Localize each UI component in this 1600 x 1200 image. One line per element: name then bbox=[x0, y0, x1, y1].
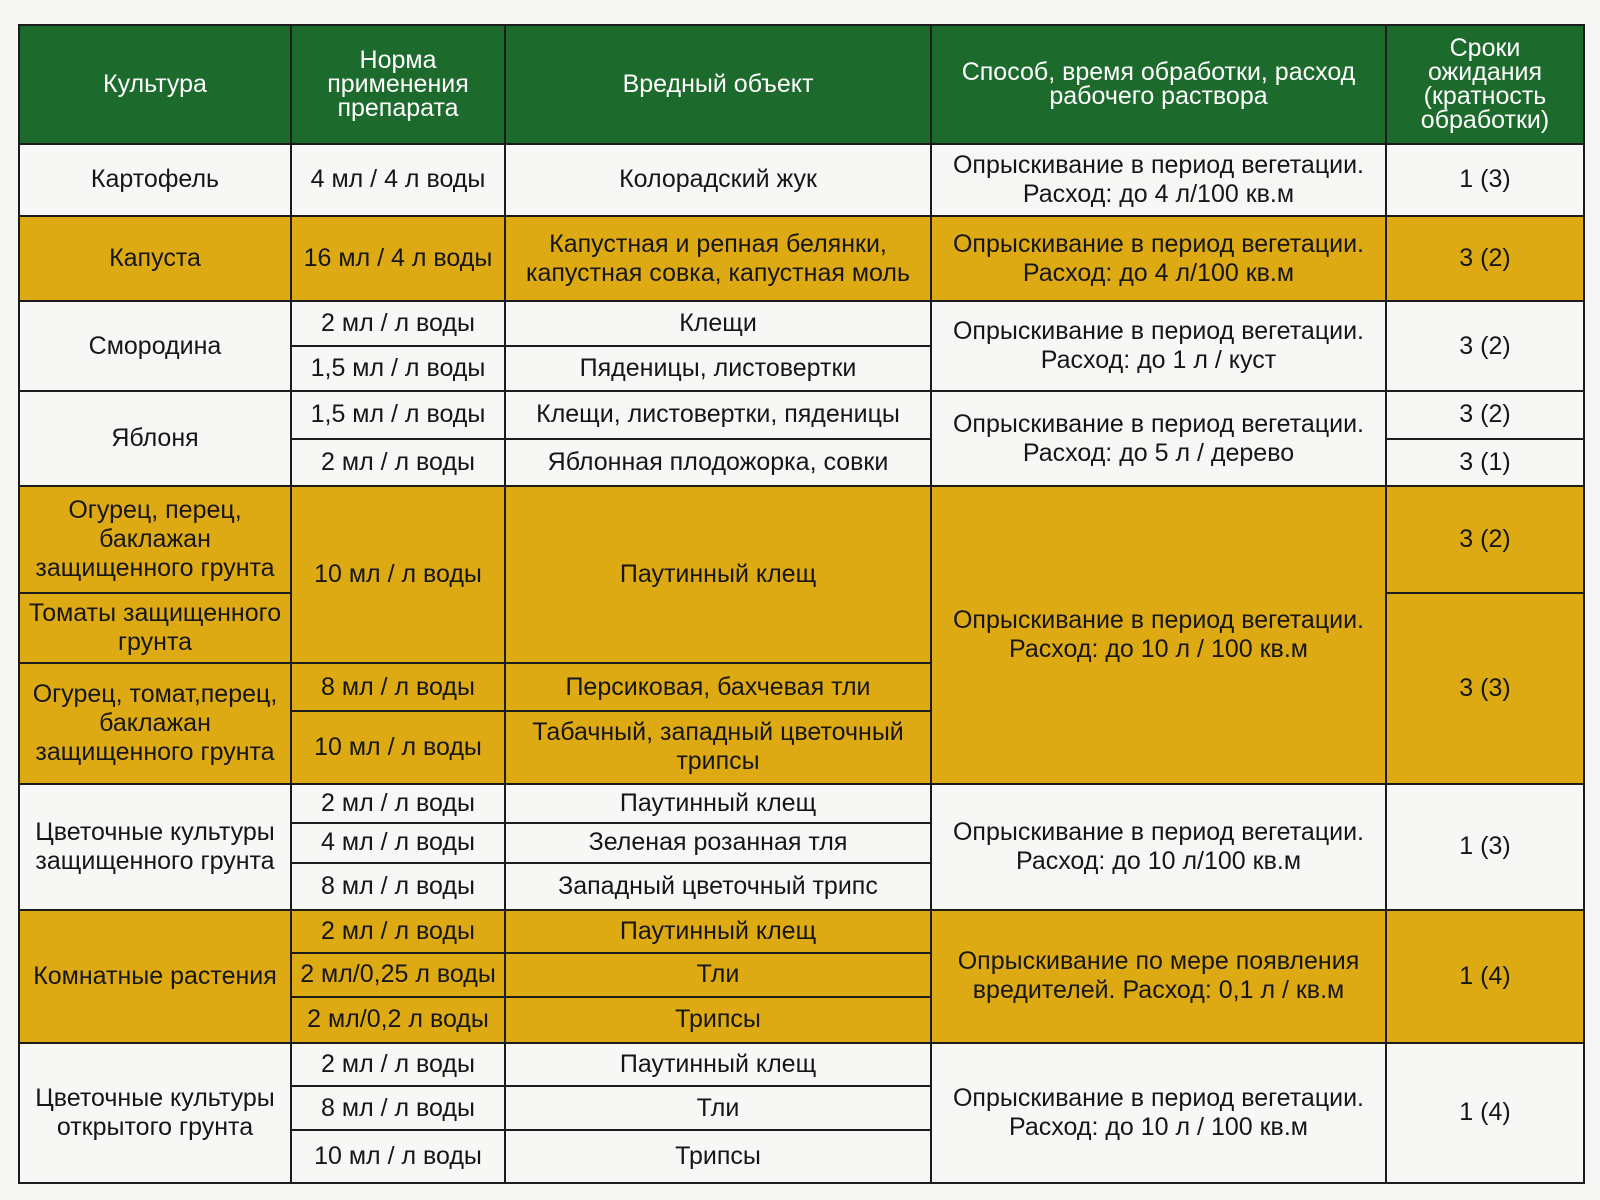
pest-cell: Яблонная плодожорка, совки bbox=[505, 439, 931, 487]
pest-cell: Паутинный клещ bbox=[505, 1043, 931, 1087]
norm-cell: 2 мл/0,2 л воды bbox=[291, 997, 505, 1043]
method-cell: Опрыскивание в период вегетации. Расход: до 10 л / 100 кв.м bbox=[931, 1043, 1386, 1183]
table-row bbox=[19, 391, 1584, 439]
pest-cell: Трипсы bbox=[505, 997, 931, 1043]
pest-cell: Капустная и репная белянки, капустная совка, капустная моль bbox=[505, 216, 931, 301]
method-cell: Опрыскивание по мере появления вредителей. Расход: 0,1 л / кв.м bbox=[931, 910, 1386, 1043]
terms-cell: 1 (3) bbox=[1386, 144, 1584, 217]
culture-cell: Комнатные растения bbox=[19, 910, 291, 1043]
norm-cell: 2 мл / л воды bbox=[291, 910, 505, 954]
header-terms: Сроки ожидания (кратность обработки) bbox=[1386, 25, 1584, 144]
culture-cell: Цветочные культуры открытого грунта bbox=[19, 1043, 291, 1183]
norm-cell: 8 мл / л воды bbox=[291, 663, 505, 711]
pest-cell: Паутинный клещ bbox=[505, 784, 931, 824]
norm-cell: 2 мл / л воды bbox=[291, 1043, 505, 1087]
norm-cell: 16 мл / 4 л воды bbox=[291, 216, 505, 301]
table-row bbox=[19, 910, 1584, 954]
culture-cell: Смородина bbox=[19, 301, 291, 390]
terms-cell: 3 (1) bbox=[1386, 439, 1584, 487]
terms-cell: 3 (2) bbox=[1386, 301, 1584, 390]
pest-cell: Тли bbox=[505, 1086, 931, 1130]
norm-cell: 2 мл / л воды bbox=[291, 439, 505, 487]
norm-cell: 4 мл / л воды bbox=[291, 823, 505, 863]
culture-cell: Капуста bbox=[19, 216, 291, 301]
pest-cell: Колорадский жук bbox=[505, 144, 931, 217]
method-cell: Опрыскивание в период вегетации. Расход: до 5 л / дерево bbox=[931, 391, 1386, 487]
terms-cell: 3 (2) bbox=[1386, 391, 1584, 439]
method-cell: Опрыскивание в период вегетации. Расход: до 1 л / куст bbox=[931, 301, 1386, 390]
method-cell: Опрыскивание в период вегетации. Расход: до 4 л/100 кв.м bbox=[931, 144, 1386, 217]
pest-cell: Клещи, листовертки, пяденицы bbox=[505, 391, 931, 439]
terms-cell: 1 (3) bbox=[1386, 784, 1584, 910]
culture-cell: Цветочные культуры защищенного грунта bbox=[19, 784, 291, 910]
header-method: Способ, время обработки, расход рабочего раствора bbox=[931, 25, 1386, 144]
terms-cell: 1 (4) bbox=[1386, 1043, 1584, 1183]
norm-cell: 10 мл / л воды bbox=[291, 1130, 505, 1183]
pest-cell: Клещи bbox=[505, 301, 931, 346]
culture-cell: Огурец, перец, баклажан защищенного грунта bbox=[19, 486, 291, 592]
table-row bbox=[19, 301, 1584, 346]
method-cell: Опрыскивание в период вегетации. Расход: до 4 л/100 кв.м bbox=[931, 216, 1386, 301]
culture-cell: Огурец, томат,перец, баклажан защищенного грунта bbox=[19, 663, 291, 784]
culture-cell: Яблоня bbox=[19, 391, 291, 487]
norm-cell: 2 мл / л воды bbox=[291, 301, 505, 346]
pest-cell: Тли bbox=[505, 953, 931, 997]
terms-cell: 1 (4) bbox=[1386, 910, 1584, 1043]
norm-cell: 1,5 мл / л воды bbox=[291, 346, 505, 391]
pest-cell: Зеленая розанная тля bbox=[505, 823, 931, 863]
pest-cell: Паутинный клещ bbox=[505, 910, 931, 954]
norm-cell: 10 мл / л воды bbox=[291, 486, 505, 663]
terms-cell: 3 (2) bbox=[1386, 216, 1584, 301]
norm-cell: 8 мл / л воды bbox=[291, 1086, 505, 1130]
header-row bbox=[19, 25, 1584, 144]
terms-cell: 3 (3) bbox=[1386, 593, 1584, 784]
pest-cell: Западный цветочный трипс bbox=[505, 863, 931, 910]
pest-cell: Пяденицы, листовертки bbox=[505, 346, 931, 391]
table-row bbox=[19, 784, 1584, 824]
table-row bbox=[19, 216, 1584, 301]
header-pest: Вредный объект bbox=[505, 25, 931, 144]
application-table bbox=[18, 24, 1585, 1184]
pest-cell: Трипсы bbox=[505, 1130, 931, 1183]
culture-cell: Томаты защищенного грунта bbox=[19, 593, 291, 664]
norm-cell: 8 мл / л воды bbox=[291, 863, 505, 910]
norm-cell: 4 мл / 4 л воды bbox=[291, 144, 505, 217]
table-row bbox=[19, 144, 1584, 217]
norm-cell: 10 мл / л воды bbox=[291, 711, 505, 784]
method-cell: Опрыскивание в период вегетации. Расход: до 10 л/100 кв.м bbox=[931, 784, 1386, 910]
norm-cell: 2 мл/0,25 л воды bbox=[291, 953, 505, 997]
pest-cell: Паутинный клещ bbox=[505, 486, 931, 663]
pest-cell: Персиковая, бахчевая тли bbox=[505, 663, 931, 711]
pest-cell: Табачный, западный цветочный трипсы bbox=[505, 711, 931, 784]
culture-cell: Картофель bbox=[19, 144, 291, 217]
terms-cell: 3 (2) bbox=[1386, 486, 1584, 592]
method-cell: Опрыскивание в период вегетации. Расход: до 10 л / 100 кв.м bbox=[931, 486, 1386, 783]
table-row bbox=[19, 486, 1584, 592]
header-culture: Культура bbox=[19, 25, 291, 144]
norm-cell: 1,5 мл / л воды bbox=[291, 391, 505, 439]
norm-cell: 2 мл / л воды bbox=[291, 784, 505, 824]
table-row bbox=[19, 1043, 1584, 1087]
header-norm: Норма применения препарата bbox=[291, 25, 505, 144]
